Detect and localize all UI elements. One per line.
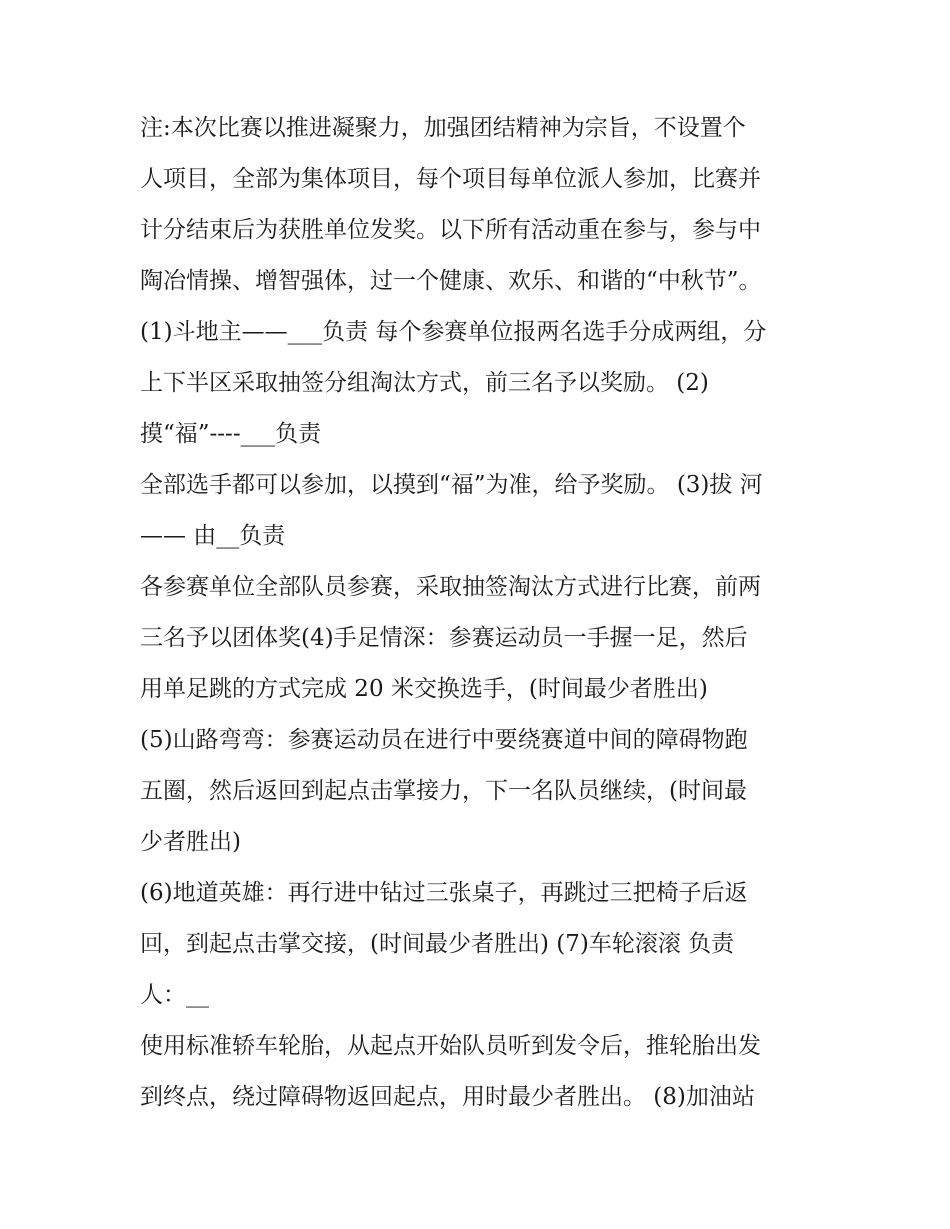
text-line: 人项目，全部为集体项目，每个项目每单位派人参加，比赛并 [140,166,761,192]
text-line: (1)斗地主——___负责 每个参赛单位报两名选手分成两组，分 [140,319,767,345]
text-line: 三名予以团体奖(4)手足情深：参赛运动员一手握一足，然后 [140,625,748,651]
text-line: 使用标准轿车轮胎，从起点开始队员听到发令后，推轮胎出发 [140,1033,761,1059]
text-line: 回，到起点击掌交接，(时间最少者胜出) (7)车轮滚滚 负责 [140,931,735,957]
text-line: 五圈，然后返回到起点击掌接力，下一名队员继续，(时间最 [140,778,747,804]
text-line: (6)地道英雄：再行进中钻过三张桌子，再跳过三把椅子后返 [140,880,748,906]
text-line: 全部选手都可以参加，以摸到“福”为准，给予奖励。 (3)拔 河 [140,472,763,498]
document-body [140,103,830,1123]
text-line: 人：__ [140,982,209,1008]
text-line: (5)山路弯弯：参赛运动员在进行中要绕赛道中间的障碍物跑 [140,727,748,753]
text-line: —— 由__负责 [140,523,286,549]
text-line: 到终点，绕过障碍物返回起点，用时最少者胜出。 (8)加油站 [140,1084,755,1110]
text-line: 用单足跳的方式完成 20 米交换选手，(时间最少者胜出) [140,676,708,702]
text-line: 计分结束后为获胜单位发奖。以下所有活动重在参与，参与中 [140,217,761,243]
text-line: 注:本次比赛以推进凝聚力，加强团结精神为宗旨，不设置个 [140,115,746,141]
text-line: 上下半区采取抽签分组淘汰方式，前三名予以奖励。 (2) [140,370,709,396]
text-line: 摸“福”----___负责 [140,421,322,447]
text-line: 少者胜出) [140,829,241,855]
text-line: 各参赛单位全部队员参赛，采取抽签淘汰方式进行比赛，前两 [140,574,761,600]
text-line: 陶冶情操、增智强体，过一个健康、欢乐、和谐的“中秋节”。 [140,268,762,294]
